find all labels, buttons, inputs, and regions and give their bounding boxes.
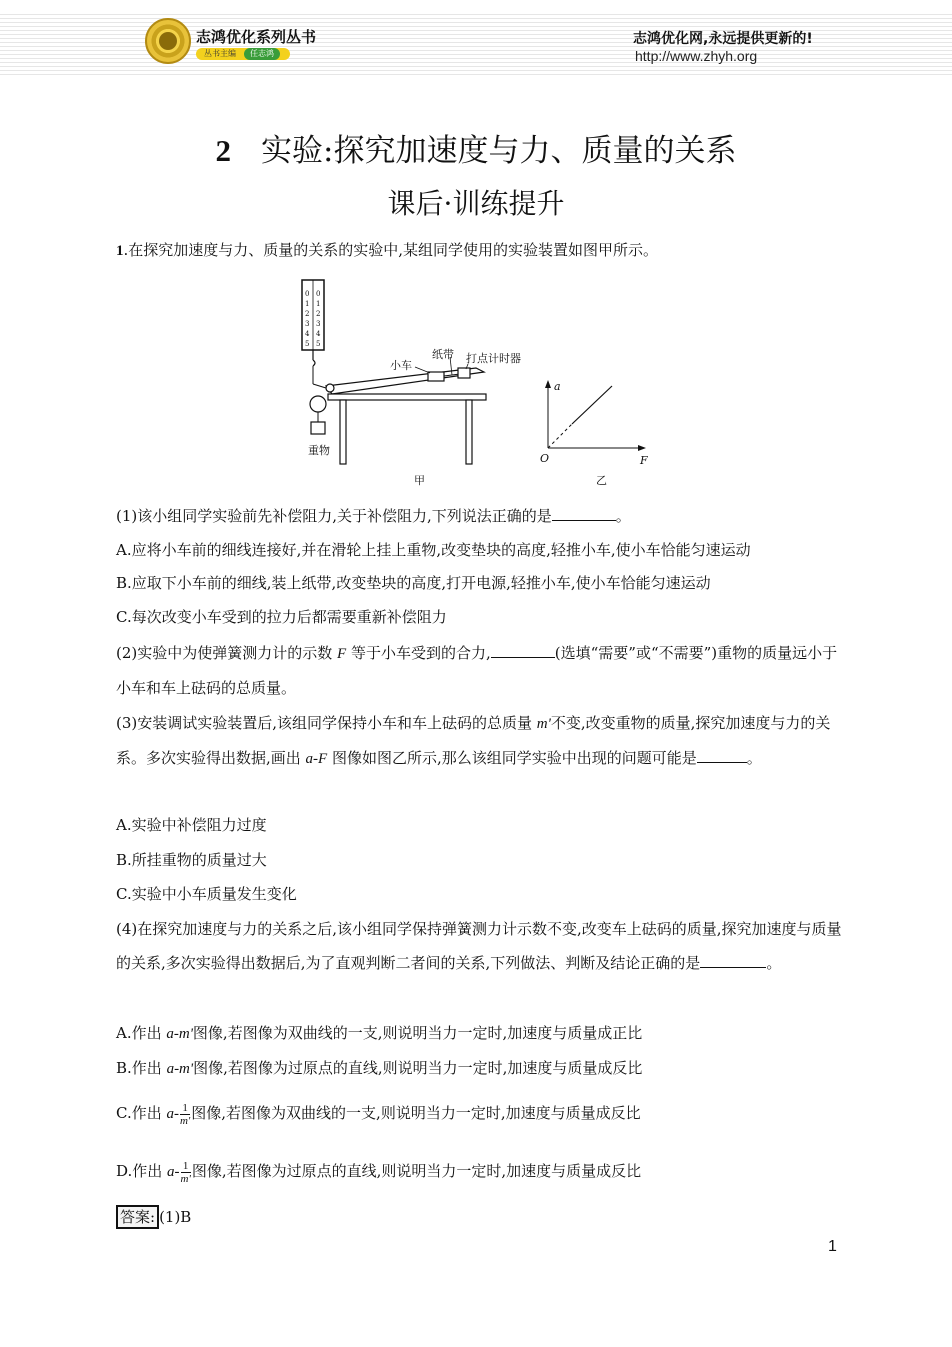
var-a: a- bbox=[166, 1106, 179, 1122]
origin-label: O bbox=[540, 452, 550, 465]
series-title: 志鸿优化系列丛书 bbox=[196, 28, 317, 46]
page-title bbox=[0, 125, 952, 170]
scale-mark-left-0: 0 bbox=[305, 290, 310, 298]
fraction-one-over-m: $\frac{1}{m'}$ bbox=[179, 1101, 191, 1127]
series-logo-icon bbox=[145, 18, 191, 64]
label-tape: 纸带 bbox=[432, 348, 454, 361]
scale-mark-left-4: 4 bbox=[305, 330, 310, 338]
fraction-one-over-m: $\frac{1}{m'}$ bbox=[180, 1159, 191, 1185]
var-a: a- bbox=[167, 1164, 180, 1180]
experiment-figure bbox=[290, 272, 670, 492]
scale-mark-right-1: 1 bbox=[316, 300, 321, 308]
part-2 bbox=[116, 636, 846, 705]
part-4-end: 。 bbox=[766, 954, 782, 972]
part-2-text-c: (选填“需要”或“不需要”)重物的质量远小于小车和车上砝码的总质量。 bbox=[116, 644, 838, 697]
axis-label-F: F bbox=[640, 454, 648, 467]
scale-mark-right-0: 0 bbox=[316, 290, 321, 298]
part-2-text-a: (2)实验中为使弹簧测力计的示数 bbox=[116, 644, 338, 662]
spring-scale bbox=[302, 280, 324, 384]
option-4C: C.作出 a- $\frac{1}{m'}$ 图像,若图像为双曲线的一支,则说明当力一定时,加速度与质量成反比 bbox=[116, 1101, 641, 1127]
scale-mark-right-3: 3 bbox=[316, 320, 321, 328]
option-4D: D.作出 a- $\frac{1}{m'}$ 图像,若图像为过原点的直线,则说明当力一定时,加速度与质量成反比 bbox=[116, 1159, 642, 1185]
scale-mark-right-2: 2 bbox=[316, 310, 321, 318]
question-number: 1 bbox=[116, 243, 124, 259]
weight-block bbox=[311, 422, 325, 434]
part-4-text: (4)在探究加速度与力的关系之后,该小组同学保持弹簧测力计示数不变,改变车上砝码的质量,探究加速度与质量的关系,多次实验得出数据后,为了直观判断二者间的关系,下列做法、判断及结论正确的是 bbox=[116, 920, 842, 972]
graph-a-F bbox=[540, 380, 648, 487]
editor-badge bbox=[196, 48, 290, 60]
option-3C: C.实验中小车质量发生变化 bbox=[116, 885, 297, 903]
scale-mark-right-5: 5 bbox=[316, 340, 321, 348]
pulley bbox=[310, 396, 326, 412]
answer-blank-1[interactable] bbox=[552, 502, 616, 521]
part-3-text-b: 不变,改变重物的质量,探究加速度与力的关系。多次实验得出数据,画出 bbox=[116, 714, 831, 767]
option-4A: A.作出 a-m'图像,若图像为双曲线的一支,则说明当力一定时,加速度与质量成正比 bbox=[116, 1024, 643, 1042]
label-jia: 甲 bbox=[414, 474, 425, 487]
label-timer: 打点计时器 bbox=[466, 352, 521, 365]
scale-mark-left-5: 5 bbox=[305, 340, 310, 348]
part-2-text-b: 等于小车受到的合力, bbox=[346, 644, 491, 662]
option-3A: A.实验中补偿阻力过度 bbox=[116, 816, 267, 834]
part-3-text-c: 图像如图乙所示,那么该组同学实验中出现的问题可能是 bbox=[327, 749, 697, 767]
question-text: .在探究加速度与力、质量的关系的实验中,某组同学使用的实验装置如图甲所示。 bbox=[123, 241, 659, 259]
var-F: F bbox=[337, 646, 347, 662]
answer-tag: 答案: bbox=[116, 1205, 159, 1229]
header-url[interactable]: http://www.zhyh.org bbox=[635, 48, 758, 64]
var-a-m-prime: a-m' bbox=[166, 1026, 193, 1042]
part-4 bbox=[116, 912, 846, 980]
part-1-text: (1)该小组同学实验前先补偿阻力,关于补偿阻力,下列说法正确的是 bbox=[116, 507, 552, 525]
option-1C: C.每次改变小车受到的拉力后都需要重新补偿阻力 bbox=[116, 608, 447, 626]
scale-mark-right-4: 4 bbox=[316, 330, 321, 338]
option-4B: B.作出 a-m'图像,若图像为过原点的直线,则说明当力一定时,加速度与质量成反比 bbox=[116, 1059, 643, 1077]
option-1A: A.应将小车前的细线连接好,并在滑轮上挂上重物,改变垫块的高度,轻推小车,使小车恰能匀速运动 bbox=[116, 541, 751, 559]
label-cart: 小车 bbox=[390, 359, 412, 372]
label-weight: 重物 bbox=[308, 444, 330, 457]
scale-mark-left-1: 1 bbox=[305, 300, 310, 308]
answer-blank-4[interactable] bbox=[700, 949, 766, 968]
part-3 bbox=[116, 706, 846, 776]
header-slogan: 志鸿优化网,永远提供更新的! bbox=[633, 31, 813, 47]
table-leg-right bbox=[466, 400, 472, 464]
table-leg-left bbox=[340, 400, 346, 464]
option-1B: B.应取下小车前的细线,装上纸带,改变垫块的高度,打开电源,轻推小车,使小车恰能匀速运动 bbox=[116, 574, 711, 592]
part-3-text-a: (3)安装调试实验装置后,该组同学保持小车和车上砝码的总质量 bbox=[116, 714, 537, 732]
page-number: 1 bbox=[828, 1238, 837, 1255]
part-1-end: 。 bbox=[615, 507, 631, 525]
label-yi: 乙 bbox=[596, 474, 607, 487]
cart bbox=[428, 372, 444, 381]
answer-blank-3[interactable] bbox=[697, 744, 747, 763]
answer-text: (1)B bbox=[159, 1208, 192, 1226]
var-a-m-prime: a-m' bbox=[166, 1061, 194, 1077]
page-subtitle: 课后·训练提升 bbox=[387, 187, 565, 220]
editor-name: 任志鸿 bbox=[244, 48, 280, 60]
scale-mark-left-2: 2 bbox=[305, 310, 310, 318]
part-1 bbox=[116, 499, 846, 533]
page-header bbox=[0, 0, 952, 80]
var-a-F: a-F bbox=[305, 751, 328, 767]
part-3-end: 。 bbox=[746, 749, 762, 767]
editor-label: 丛书主编 bbox=[204, 49, 236, 58]
option-3B: B.所挂重物的质量过大 bbox=[116, 851, 267, 869]
answer-line bbox=[116, 1200, 846, 1234]
question-stem bbox=[116, 233, 846, 268]
axis-label-a: a bbox=[554, 380, 561, 393]
var-m-prime: m' bbox=[536, 716, 551, 732]
answer-blank-2[interactable] bbox=[491, 639, 555, 658]
scale-mark-left-3: 3 bbox=[305, 320, 310, 328]
timer bbox=[458, 368, 470, 378]
title-number: 2 bbox=[215, 133, 232, 168]
title-text: 实验:探究加速度与力、质量的关系 bbox=[261, 133, 737, 169]
